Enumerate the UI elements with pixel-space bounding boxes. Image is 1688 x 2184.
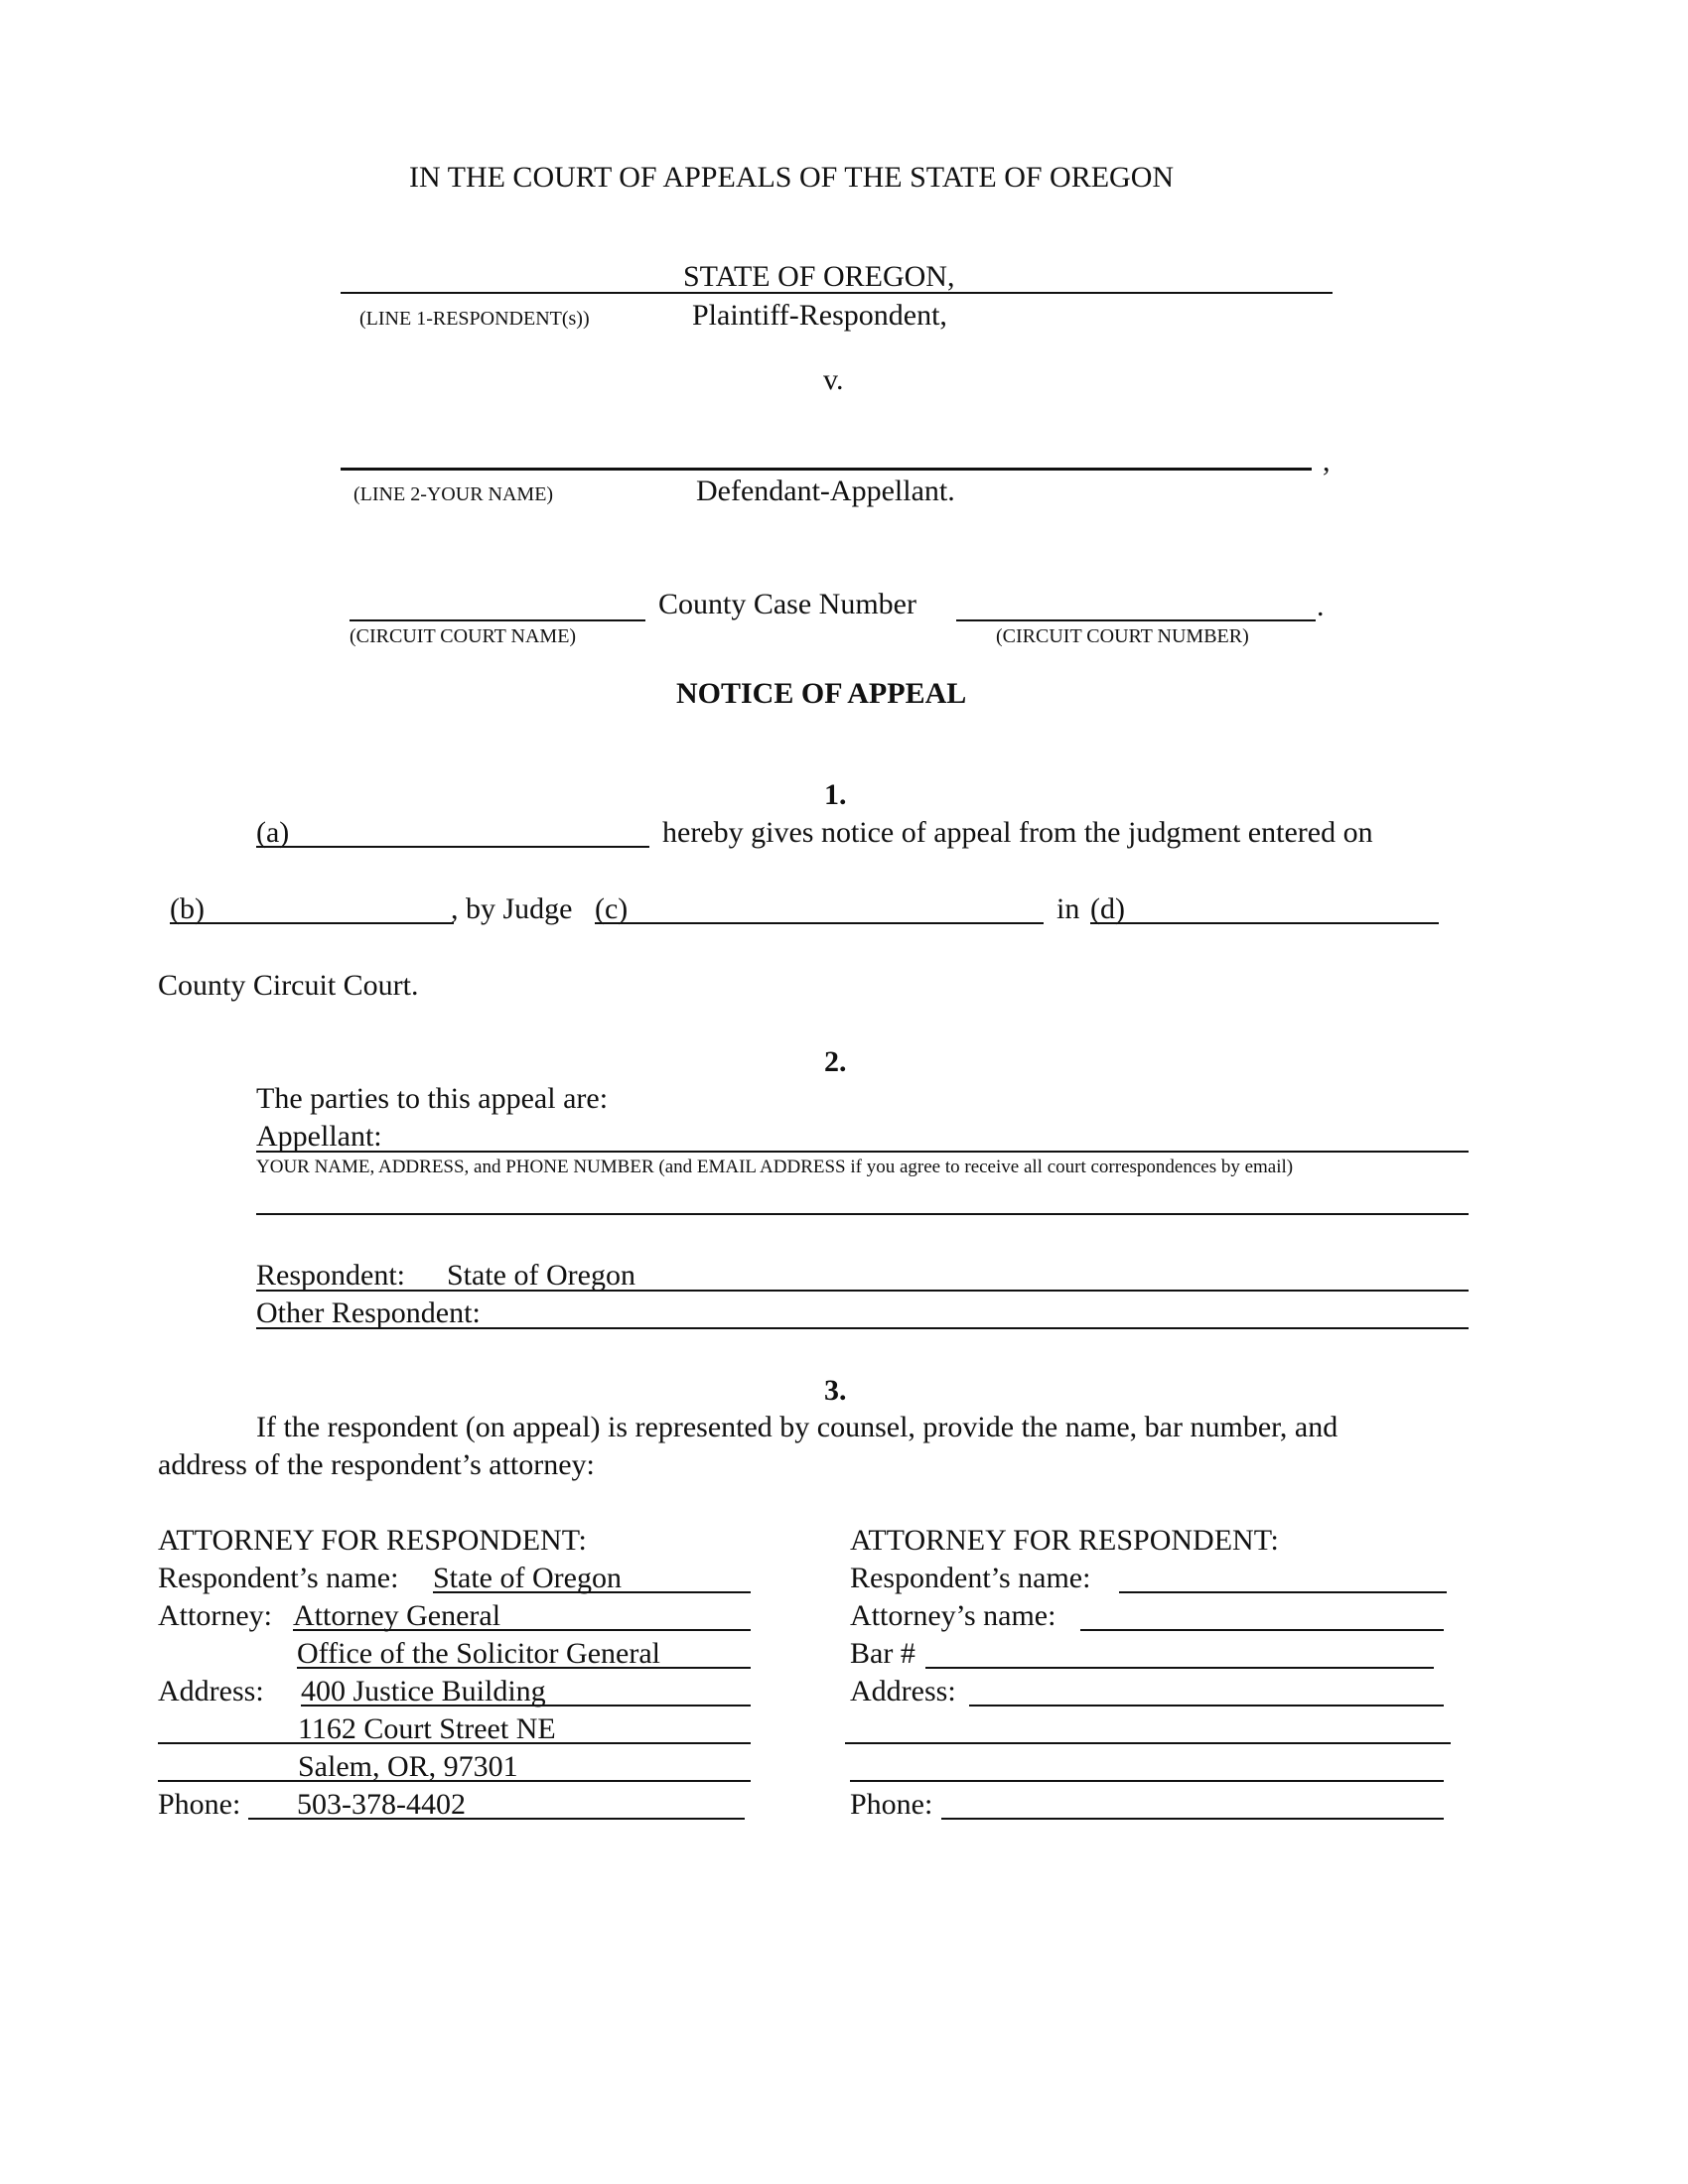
attorney-left-address-line1: 400 Justice Building: [301, 1675, 546, 1707]
attorney-left-phone-value: 503-378-4402: [297, 1788, 466, 1821]
appellant-field[interactable]: [256, 1151, 1469, 1153]
attorney-right-respondent-name-label: Respondent’s name:: [850, 1562, 1091, 1594]
section3-text-line1: If the respondent (on appeal) is represented by counsel, provide the name, bar number, and: [256, 1411, 1338, 1443]
section1-d-label: (d): [1090, 892, 1125, 925]
attorney-left-heading: ATTORNEY FOR RESPONDENT:: [158, 1524, 587, 1557]
versus: v.: [823, 363, 844, 396]
line2-label: (LINE 2-YOUR NAME): [353, 483, 554, 505]
attorney-left-address-line2-field[interactable]: [158, 1742, 751, 1744]
appellant-field-line2[interactable]: [256, 1213, 1469, 1215]
plaintiff-role: Plaintiff-Respondent,: [692, 299, 947, 332]
attorney-left-address-line3: Salem, OR, 97301: [298, 1750, 518, 1783]
attorney-left-attorney-label: Attorney:: [158, 1599, 272, 1632]
section1-b-field[interactable]: [170, 922, 454, 924]
section1-a-field[interactable]: [256, 846, 649, 848]
circuit-court-name-label: (CIRCUIT COURT NAME): [350, 625, 577, 647]
attorney-right-address-line2-field[interactable]: [845, 1742, 1451, 1744]
appellant-label: Appellant:: [256, 1120, 382, 1153]
section3-text-line2: address of the respondent’s attorney:: [158, 1448, 595, 1481]
other-respondent-label: Other Respondent:: [256, 1297, 481, 1329]
case-period: .: [1317, 590, 1325, 622]
section2-number: 2.: [824, 1045, 847, 1078]
defendant-role: Defendant-Appellant.: [696, 475, 955, 507]
section1-b-label: (b): [170, 892, 205, 925]
section1-a-text: hereby gives notice of appeal from the judgment entered on: [662, 816, 1373, 849]
circuit-court-number-field[interactable]: [956, 619, 1316, 621]
attorney-left-attorney-value: Attorney General: [293, 1599, 501, 1632]
county-circuit-court: County Circuit Court.: [158, 969, 419, 1002]
attorney-right-phone-label: Phone:: [850, 1788, 933, 1821]
appellant-instructions: YOUR NAME, ADDRESS, and PHONE NUMBER (and EMAIL ADDRESS if you agree to receive all court correspondences by email): [256, 1157, 1294, 1177]
circuit-court-name-field[interactable]: [350, 619, 645, 621]
attorney-left-address-line3-field[interactable]: [158, 1780, 751, 1782]
attorney-right-heading: ATTORNEY FOR RESPONDENT:: [850, 1524, 1279, 1557]
section1-number: 1.: [824, 778, 847, 811]
plaintiff-name: STATE OF OREGON,: [683, 260, 955, 293]
other-respondent-field[interactable]: [256, 1327, 1469, 1329]
section2-intro: The parties to this appeal are:: [256, 1082, 609, 1115]
section3-number: 3.: [824, 1374, 847, 1407]
attorney-right-address-label: Address:: [850, 1675, 956, 1707]
attorney-right-address-field[interactable]: [969, 1705, 1444, 1706]
line1-respondent-field[interactable]: [341, 292, 1333, 294]
attorney-left-phone-label: Phone:: [158, 1788, 241, 1821]
attorney-left-address-line2: 1162 Court Street NE: [298, 1712, 556, 1745]
section1-by-judge: , by Judge: [451, 892, 573, 925]
attorney-left-address-label: Address:: [158, 1675, 264, 1707]
attorney-left-respondent-name-value: State of Oregon: [433, 1562, 622, 1594]
attorney-left-address-line1-field[interactable]: [301, 1705, 751, 1706]
section1-d-field[interactable]: [1090, 922, 1439, 924]
respondent-value: State of Oregon: [447, 1259, 635, 1292]
attorney-left-office-field[interactable]: [297, 1667, 751, 1669]
circuit-court-number-label: (CIRCUIT COURT NUMBER): [996, 625, 1249, 647]
attorney-right-attorney-name-field[interactable]: [1080, 1629, 1444, 1631]
line1-label: (LINE 1-RESPONDENT(s)): [359, 308, 590, 330]
attorney-right-phone-field[interactable]: [941, 1818, 1444, 1820]
attorney-right-respondent-name-field[interactable]: [1119, 1591, 1447, 1593]
respondent-field[interactable]: [256, 1290, 1469, 1292]
document-title: NOTICE OF APPEAL: [676, 677, 967, 710]
attorney-left-respondent-name-label: Respondent’s name:: [158, 1562, 399, 1594]
county-case-number-label: County Case Number: [658, 588, 916, 620]
section1-c-label: (c): [595, 892, 629, 925]
attorney-left-phone-field[interactable]: [248, 1818, 745, 1820]
attorney-right-attorney-name-label: Attorney’s name:: [850, 1599, 1056, 1632]
attorney-left-attorney-field[interactable]: [293, 1629, 751, 1631]
line2-your-name-field[interactable]: [341, 468, 1312, 471]
attorney-right-bar-label: Bar #: [850, 1637, 915, 1670]
line2-comma: ,: [1323, 445, 1331, 478]
attorney-right-address-line3-field[interactable]: [850, 1780, 1444, 1782]
section1-a-label: (a): [256, 816, 290, 849]
court-title: IN THE COURT OF APPEALS OF THE STATE OF OREGON: [409, 161, 1175, 194]
respondent-label: Respondent:: [256, 1259, 405, 1292]
section1-c-field[interactable]: [595, 922, 1044, 924]
attorney-left-office-value: Office of the Solicitor General: [297, 1637, 660, 1670]
attorney-right-bar-field[interactable]: [925, 1667, 1434, 1669]
attorney-left-respondent-name-field[interactable]: [433, 1591, 751, 1593]
section1-in-text: in: [1056, 892, 1080, 925]
